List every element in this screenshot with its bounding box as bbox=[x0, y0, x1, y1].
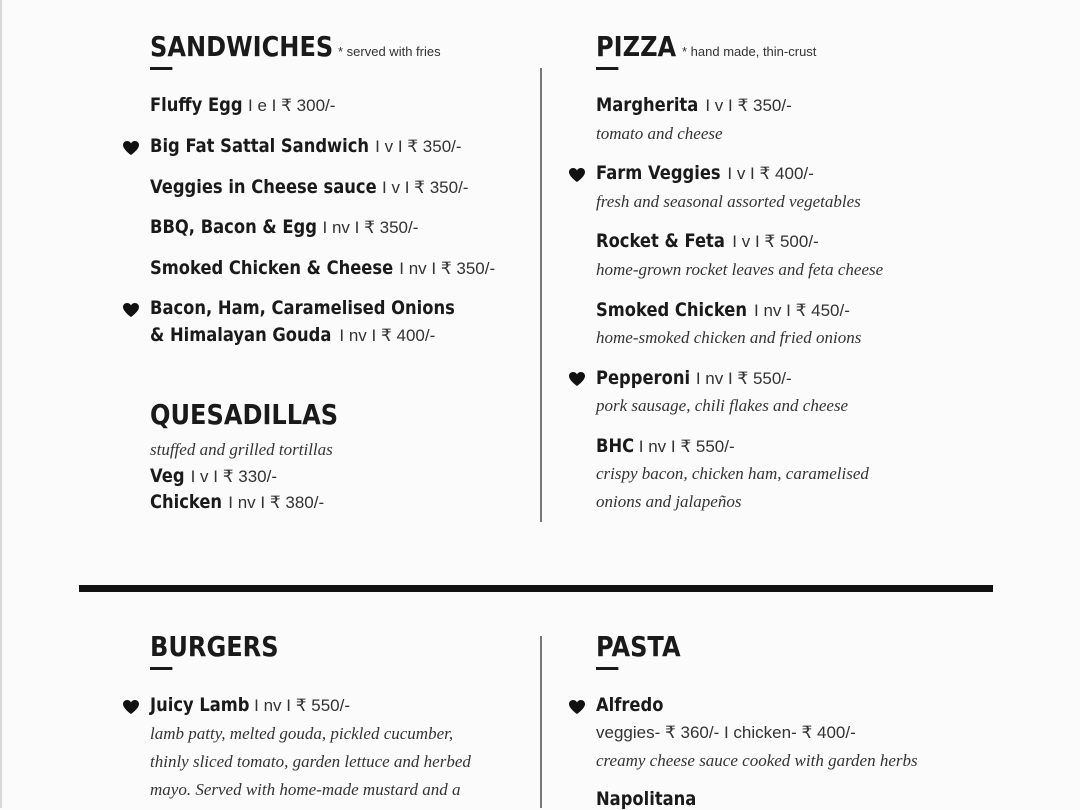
column-divider bbox=[540, 636, 542, 808]
menu-item bbox=[150, 694, 350, 716]
item-prices: veggies- ₹ 360/- I chicken- ₹ 400/- bbox=[596, 723, 856, 742]
menu-item bbox=[150, 491, 324, 513]
section-title bbox=[150, 630, 279, 663]
menu-item bbox=[150, 216, 418, 238]
item-meta: I v I ₹ 400/- bbox=[727, 164, 814, 183]
item-name: Pepperoni bbox=[596, 367, 691, 389]
section-title bbox=[150, 30, 334, 63]
burgers-header bbox=[150, 630, 540, 668]
menu-item bbox=[150, 176, 468, 198]
title-underline bbox=[596, 67, 618, 70]
item-meta: I nv I ₹ 550/- bbox=[695, 369, 792, 388]
heart-icon bbox=[568, 699, 586, 715]
sandwiches-header bbox=[150, 30, 530, 68]
item-meta: I nv I ₹ 550/- bbox=[254, 696, 351, 715]
item-name-line2: & Himalayan Gouda bbox=[150, 324, 332, 346]
heart-icon bbox=[122, 140, 140, 156]
pasta-header bbox=[596, 630, 1016, 668]
page-edge bbox=[0, 0, 2, 808]
section-title bbox=[596, 630, 681, 663]
item-name: Bacon, Ham, Caramelised Onions bbox=[150, 297, 455, 319]
quesadillas-desc: stuffed and grilled tortillas bbox=[150, 440, 333, 459]
menu-item bbox=[596, 435, 735, 457]
item-name: Rocket & Feta bbox=[596, 230, 725, 252]
title-underline bbox=[150, 67, 172, 70]
item-desc: creamy cheese sauce cooked with garden herbs bbox=[596, 751, 918, 770]
item-desc: home-smoked chicken and fried onions bbox=[596, 328, 862, 347]
item-desc: fresh and seasonal assorted vegetables bbox=[596, 192, 861, 211]
menu-item bbox=[596, 367, 792, 389]
item-name: Smoked Chicken & Cheese bbox=[150, 257, 394, 279]
item-name: BHC bbox=[596, 435, 635, 457]
menu-item bbox=[596, 230, 819, 252]
item-name: Veggies in Cheese sauce bbox=[150, 176, 377, 198]
item-name: Juicy Lamb bbox=[150, 694, 250, 716]
section-divider-bar bbox=[79, 585, 993, 592]
item-name: Big Fat Sattal Sandwich bbox=[150, 135, 370, 157]
item-name: Chicken bbox=[150, 491, 223, 513]
burgers-section bbox=[150, 630, 540, 799]
item-desc: home-grown rocket leaves and feta cheese bbox=[596, 260, 884, 279]
section-title bbox=[596, 30, 677, 63]
pizza-note: * hand made, thin-crust bbox=[682, 44, 817, 59]
menu-item bbox=[150, 257, 495, 279]
pizza-section bbox=[596, 30, 1016, 511]
item-name: Alfredo bbox=[596, 694, 664, 716]
item-name: Napolitana bbox=[596, 788, 697, 810]
item-name: BBQ, Bacon & Egg bbox=[150, 216, 317, 238]
item-meta: I nv I ₹ 550/- bbox=[638, 437, 735, 456]
pizza-title: PIZZA bbox=[596, 30, 677, 63]
title-underline bbox=[150, 667, 172, 670]
burgers-title: BURGERS bbox=[150, 630, 279, 663]
menu-item bbox=[150, 465, 277, 487]
heart-icon bbox=[568, 371, 586, 387]
heart-icon bbox=[568, 167, 586, 183]
menu-item-cont bbox=[150, 324, 435, 346]
title-underline bbox=[596, 667, 618, 670]
item-meta: I nv I ₹ 350/- bbox=[399, 259, 496, 278]
item-name: Smoked Chicken bbox=[596, 299, 747, 321]
sandwiches-section bbox=[150, 30, 530, 346]
item-desc: mayo. Served with home-made mustard and a bbox=[150, 780, 461, 799]
menu-item bbox=[150, 297, 505, 319]
item-desc: pork sausage, chili flakes and cheese bbox=[596, 396, 849, 415]
item-meta: I v I ₹ 500/- bbox=[732, 232, 819, 251]
pasta-section bbox=[596, 630, 1016, 810]
menu-item bbox=[596, 788, 713, 810]
quesadillas-title: QUESADILLAS bbox=[150, 398, 339, 431]
menu-item bbox=[596, 299, 850, 321]
menu-item bbox=[596, 94, 792, 116]
item-desc-line2: onions and jalapeños bbox=[596, 492, 742, 511]
heart-icon bbox=[122, 699, 140, 715]
pasta-title: PASTA bbox=[596, 630, 681, 663]
item-name: Veg bbox=[150, 465, 185, 487]
item-meta: I v I ₹ 350/- bbox=[375, 137, 462, 156]
item-name: Farm Veggies bbox=[596, 162, 721, 184]
quesadillas-header bbox=[150, 398, 530, 436]
item-meta: I nv I ₹ 400/- bbox=[339, 326, 436, 345]
item-name: Fluffy Egg bbox=[150, 94, 243, 116]
menu-item bbox=[150, 135, 462, 157]
item-meta: I v I ₹ 330/- bbox=[190, 467, 278, 486]
item-meta: I nv I ₹ 380/- bbox=[228, 493, 325, 512]
sandwiches-title: SANDWICHES bbox=[150, 30, 334, 63]
item-desc: crispy bacon, chicken ham, caramelised bbox=[596, 464, 869, 483]
item-desc: lamb patty, melted gouda, pickled cucumber, bbox=[150, 724, 454, 743]
item-meta: I nv I ₹ 350/- bbox=[322, 218, 419, 237]
menu-item bbox=[596, 694, 674, 716]
sandwiches-note: * served with fries bbox=[338, 44, 441, 59]
heart-icon bbox=[122, 302, 140, 318]
item-meta: I v I ₹ 350/- bbox=[382, 178, 469, 197]
quesadillas-section bbox=[150, 398, 530, 513]
item-meta: I v I ₹ 350/- bbox=[705, 96, 792, 115]
item-desc: thinly sliced tomato, garden lettuce and herbed bbox=[150, 752, 471, 771]
menu-item bbox=[150, 94, 335, 116]
item-meta: I e I ₹ 300/- bbox=[248, 96, 336, 115]
column-divider bbox=[540, 68, 542, 522]
item-desc: tomato and cheese bbox=[596, 124, 723, 143]
menu-item bbox=[596, 162, 814, 184]
item-meta: I nv I ₹ 450/- bbox=[754, 301, 850, 320]
item-name: Margherita bbox=[596, 94, 699, 116]
pizza-header bbox=[596, 30, 1016, 68]
